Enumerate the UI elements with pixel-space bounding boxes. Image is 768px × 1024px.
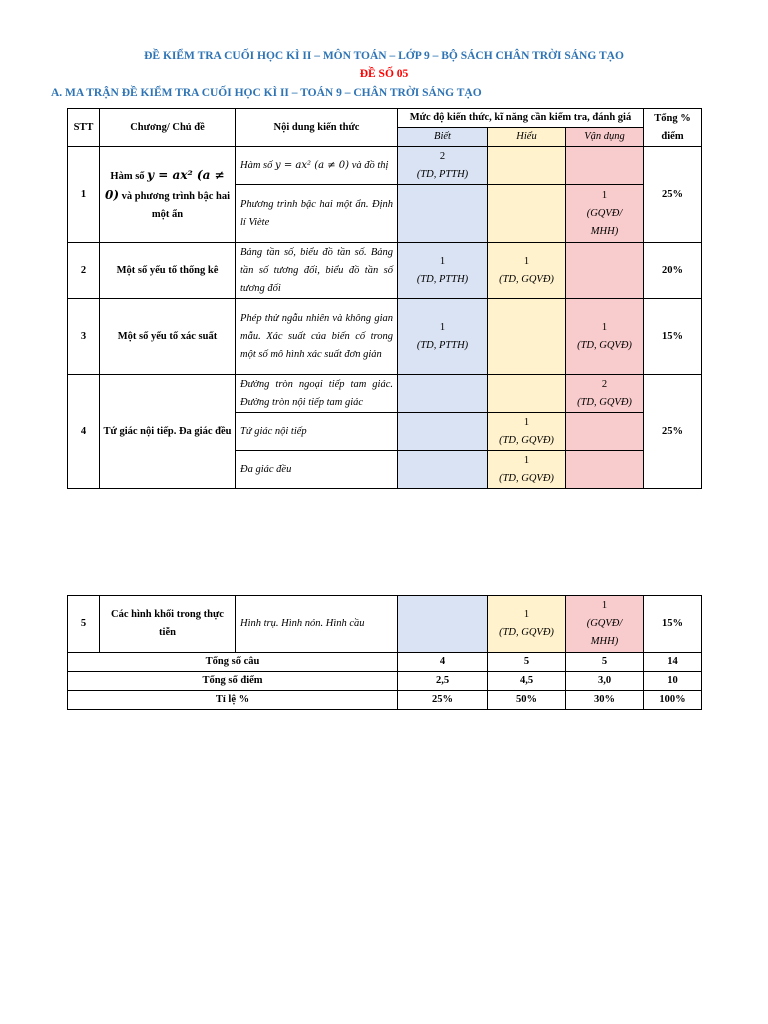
row-chapter: Một số yếu tố thống kê xyxy=(100,243,236,299)
row-content: Tứ giác nội tiếp xyxy=(236,413,398,451)
row-stt: 5 xyxy=(68,596,100,653)
totals-label: Tổng số điểm xyxy=(68,672,398,691)
header-total-pct: Tổng % điểm xyxy=(644,109,702,147)
table-row xyxy=(68,243,702,299)
row-chapter: Tứ giác nội tiếp. Đa giác đều xyxy=(100,375,236,489)
cell-hieu: 1 (TD, GQVĐ) xyxy=(488,243,566,299)
cell-van-dung: 1 (GQVĐ/ MHH) xyxy=(566,596,644,653)
cell-biet xyxy=(398,375,488,413)
row-content: Hàm số y = ax² (a ≠ 0) và đồ thị xyxy=(236,147,398,185)
header-hieu: Hiểu xyxy=(488,128,566,147)
cell-biet: 1 (TD, PTTH) xyxy=(398,243,488,299)
table-row xyxy=(68,596,702,653)
total-vd: 5 xyxy=(566,653,644,672)
cell-hieu: 1 (TD, GQVĐ) xyxy=(488,596,566,653)
total-hieu: 50% xyxy=(488,691,566,710)
row-stt: 3 xyxy=(68,299,100,375)
row-pct: 25% xyxy=(644,147,702,243)
document-title: ĐỀ KIỂM TRA CUỐI HỌC KÌ II – MÔN TOÁN – LỚP 9 – BỘ SÁCH CHÂN TRỜI SÁNG TẠO xyxy=(144,50,624,62)
row-stt: 4 xyxy=(68,375,100,489)
cell-hieu xyxy=(488,185,566,243)
totals-row-questions xyxy=(68,653,702,672)
cell-van-dung xyxy=(566,147,644,185)
header-chapter: Chương/ Chủ đề xyxy=(100,109,236,147)
totals-label: Tổng số câu xyxy=(68,653,398,672)
total-hieu: 4,5 xyxy=(488,672,566,691)
row-content: Hình trụ. Hình nón. Hình cầu xyxy=(236,596,398,653)
cell-van-dung: 1 (GQVĐ/ MHH) xyxy=(566,185,644,243)
section-a-heading: A. MA TRẬN ĐỀ KIỂM TRA CUỐI HỌC KÌ II – TOÁN 9 – CHÂN TRỜI SÁNG TẠO xyxy=(51,87,482,99)
cell-hieu: 1 (TD, GQVĐ) xyxy=(488,413,566,451)
table-row xyxy=(68,299,702,375)
cell-hieu xyxy=(488,299,566,375)
total-all: 100% xyxy=(644,691,702,710)
total-biet: 4 xyxy=(398,653,488,672)
exam-number: ĐỀ SỐ 05 xyxy=(359,68,409,80)
row-chapter: Một số yếu tố xác suất xyxy=(100,299,236,375)
total-all: 10 xyxy=(644,672,702,691)
row-content: Đường tròn ngoại tiếp tam giác. Đường tròn nội tiếp tam giác xyxy=(236,375,398,413)
matrix-table-part-1 xyxy=(67,108,702,489)
row-content: Phép thử ngẫu nhiên và không gian mẫu. Xác suất của biến cố trong một số mô hình xác suất đơn giản xyxy=(236,299,398,375)
cell-biet: 1 (TD, PTTH) xyxy=(398,299,488,375)
cell-van-dung xyxy=(566,413,644,451)
cell-biet xyxy=(398,185,488,243)
chapter-formula: y = ax² (a ≠ 0) xyxy=(104,167,225,202)
row-pct: 15% xyxy=(644,299,702,375)
row-chapter: Các hình khối trong thực tiễn xyxy=(100,596,236,653)
header-content: Nội dung kiến thức xyxy=(236,109,398,147)
matrix-table-part-2 xyxy=(67,595,702,710)
row-chapter: Hàm số y = ax² (a ≠ 0) và phương trình bậc hai một ẩn xyxy=(100,147,236,243)
totals-row-ratio xyxy=(68,691,702,710)
row-pct: 15% xyxy=(644,596,702,653)
total-biet: 2,5 xyxy=(398,672,488,691)
total-all: 14 xyxy=(644,653,702,672)
total-vd: 3,0 xyxy=(566,672,644,691)
table-row xyxy=(68,375,702,413)
header-van-dung: Vận dụng xyxy=(566,128,644,147)
header-stt: STT xyxy=(68,109,100,147)
cell-hieu xyxy=(488,375,566,413)
total-biet: 25% xyxy=(398,691,488,710)
totals-label: Tỉ lệ % xyxy=(68,691,398,710)
cell-hieu: 1 (TD, GQVĐ) xyxy=(488,451,566,489)
content-formula: y = ax² (a ≠ 0) xyxy=(275,159,350,171)
cell-biet xyxy=(398,451,488,489)
table-row xyxy=(68,147,702,185)
total-hieu: 5 xyxy=(488,653,566,672)
totals-row-points xyxy=(68,672,702,691)
cell-biet xyxy=(398,596,488,653)
row-pct: 25% xyxy=(644,375,702,489)
total-vd: 30% xyxy=(566,691,644,710)
cell-hieu xyxy=(488,147,566,185)
cell-van-dung xyxy=(566,451,644,489)
header-biet: Biết xyxy=(398,128,488,147)
row-content: Bảng tần số, biểu đồ tần số. Bảng tần số tương đối, biểu đồ tần số tương đối xyxy=(236,243,398,299)
cell-van-dung: 1 (TD, GQVĐ) xyxy=(566,299,644,375)
row-content: Đa giác đều xyxy=(236,451,398,489)
row-stt: 1 xyxy=(68,147,100,243)
header-levels: Mức độ kiến thức, kĩ năng cần kiểm tra, đánh giá xyxy=(398,109,644,128)
cell-biet: 2 (TD, PTTH) xyxy=(398,147,488,185)
row-pct: 20% xyxy=(644,243,702,299)
cell-van-dung xyxy=(566,243,644,299)
cell-van-dung: 2 (TD, GQVĐ) xyxy=(566,375,644,413)
header-row xyxy=(68,109,702,128)
row-content: Phương trình bậc hai một ẩn. Định lí Viète xyxy=(236,185,398,243)
cell-biet xyxy=(398,413,488,451)
row-stt: 2 xyxy=(68,243,100,299)
